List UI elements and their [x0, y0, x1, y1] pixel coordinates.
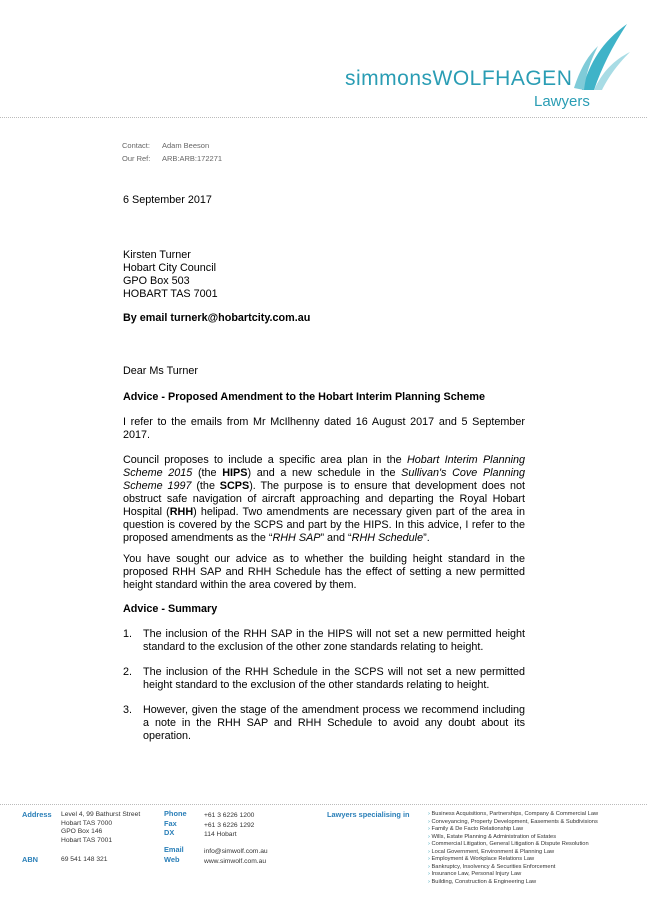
recipient-line: Hobart City Council	[123, 262, 217, 274]
paragraph-2: Council proposes to include a specific area plan in the Hobart Interim Planning Scheme 2015 (the HIPS) and a new schedule in the Sullivan's Cove Planning Scheme 1997 (the SCPS). The purpose is to ensure that development does not obstruct safe navigation of aircraft approaching and departing the Royal Hobart Hospital (RHH) helipad. Two amendments are necessary given part of the area in question is covered by the SCPS and part by the HIPS. In this advice, I refer to the proposed amendments as the “RHH SAP” and “RHH Schedule”.	[123, 454, 525, 544]
service-item: › Commercial Litigation, General Litigation & Dispute Resolution	[428, 841, 589, 847]
chevron-right-icon: ›	[428, 878, 430, 885]
summary-item	[123, 666, 525, 696]
address-line: GPO Box 146	[61, 828, 103, 836]
service-item: › Employment & Workplace Relations Law	[428, 856, 535, 862]
firm-name-part1: simmons	[345, 67, 433, 90]
paragraph-3: You have sought our advice as to whether the building height standard in the proposed RHH SAP and RHH Schedule has the effect of setting a new permitted height standard within the area covered by them.	[123, 553, 525, 591]
chevron-right-icon: ›	[428, 848, 430, 855]
email-label: Email	[164, 845, 184, 854]
salutation: Dear Ms Turner	[123, 365, 198, 377]
chevron-right-icon: ›	[428, 826, 430, 832]
summary-item-number: 2.	[123, 666, 133, 678]
phone-label: Phone	[164, 809, 187, 818]
web-label: Web	[164, 854, 180, 864]
reference-value: ARB:ARB:172271	[162, 154, 223, 163]
chevron-right-icon: ›	[428, 811, 430, 817]
service-item: › Business Acquisitions, Partnerships, Company & Commercial Law	[428, 811, 599, 817]
abn-label: ABN	[22, 855, 39, 864]
phone-value: +61 3 6226 1200	[204, 812, 255, 819]
service-item: › Bankruptcy, Insolvency & Securities Enforcement	[428, 863, 556, 870]
chevron-right-icon: ›	[428, 863, 430, 870]
address-label: Address	[22, 810, 52, 819]
summary-item-text: However, given the stage of the amendment process we recommend including a note in the RHH SAP and RHH Schedule to avoid any doubt about its operation.	[143, 704, 525, 742]
contact-line	[122, 141, 210, 150]
reference-line	[122, 154, 223, 163]
summary-item-text: The inclusion of the RHH Schedule in the SCPS will not set a new permitted height standard to the exclusion of the other standards relating to height.	[143, 666, 525, 691]
header-divider	[0, 117, 647, 118]
service-item: › Conveyancing, Property Development, Easements & Subdivisions	[428, 818, 598, 825]
service-item: › Building, Construction & Engineering Law	[428, 878, 537, 885]
summary-item-text: The inclusion of the RHH SAP in the HIPS will not set a new permitted height standard to the exclusion of the other zone standards relating to height.	[143, 628, 525, 653]
chevron-right-icon: ›	[428, 856, 430, 862]
dx-value: 114 Hobart	[204, 831, 237, 838]
summary-item-number: 1.	[123, 628, 133, 640]
contact-value: Adam Beeson	[162, 141, 210, 150]
chevron-right-icon: ›	[428, 833, 430, 840]
firm-logo-icon	[572, 22, 632, 92]
firm-subtitle: Lawyers	[534, 93, 590, 110]
summary-item	[123, 628, 525, 658]
fax-label: Fax	[164, 818, 177, 828]
footer-address	[61, 811, 140, 845]
footer-contact-labels	[164, 809, 187, 838]
address-line: Hobart TAS 7000	[61, 819, 113, 827]
summary-heading: Advice - Summary	[123, 603, 218, 615]
address-line: Hobart TAS 7001	[61, 836, 113, 844]
chevron-right-icon: ›	[428, 818, 430, 825]
service-item: › Family & De Facto Relationship Law	[428, 826, 524, 832]
fax-value: +61 3 6226 1292	[204, 821, 255, 829]
footer-divider	[0, 804, 647, 805]
letter-date: 6 September 2017	[123, 194, 212, 206]
chevron-right-icon: ›	[428, 841, 430, 847]
recipient-line: Kirsten Turner	[123, 249, 191, 261]
recipient-line: GPO Box 503	[123, 275, 190, 287]
web-value: www.simwolf.com.au	[204, 857, 267, 865]
service-item: › Local Government, Environment & Planning Law	[428, 848, 555, 855]
subject-heading: Advice - Proposed Amendment to the Hobart Interim Planning Scheme	[123, 391, 485, 403]
footer-web-values	[204, 847, 268, 866]
footer-web-labels	[164, 845, 184, 864]
firm-name	[345, 67, 572, 91]
recipient-line: HOBART TAS 7001	[123, 288, 218, 300]
delivery-method: By email turnerk@hobartcity.com.au	[123, 312, 311, 324]
summary-item	[123, 704, 525, 744]
service-item: › Insurance Law, Personal Injury Law	[428, 871, 522, 877]
recipient-address	[123, 249, 218, 301]
abn-value: 69 541 148 321	[61, 856, 108, 863]
summary-item-number: 3.	[123, 704, 133, 716]
firm-name-part2: WOLFHAGEN	[432, 67, 573, 90]
contact-label: Contact:	[122, 141, 150, 150]
address-line: Level 4, 99 Bathurst Street	[61, 811, 141, 818]
footer-contact-values	[204, 811, 254, 840]
email-value: info@simwolf.com.au	[204, 848, 268, 855]
paragraph-1: I refer to the emails from Mr McIlhenny dated 16 August 2017 and 5 September 2017.	[123, 416, 525, 441]
reference-label: Our Ref:	[122, 154, 151, 163]
specialising-label: Lawyers specialising in	[327, 810, 410, 819]
chevron-right-icon: ›	[428, 871, 430, 877]
services-list	[428, 811, 598, 886]
dx-label: DX	[164, 828, 175, 837]
service-item: › Wills, Estate Planning & Administration of Estates	[428, 833, 557, 840]
